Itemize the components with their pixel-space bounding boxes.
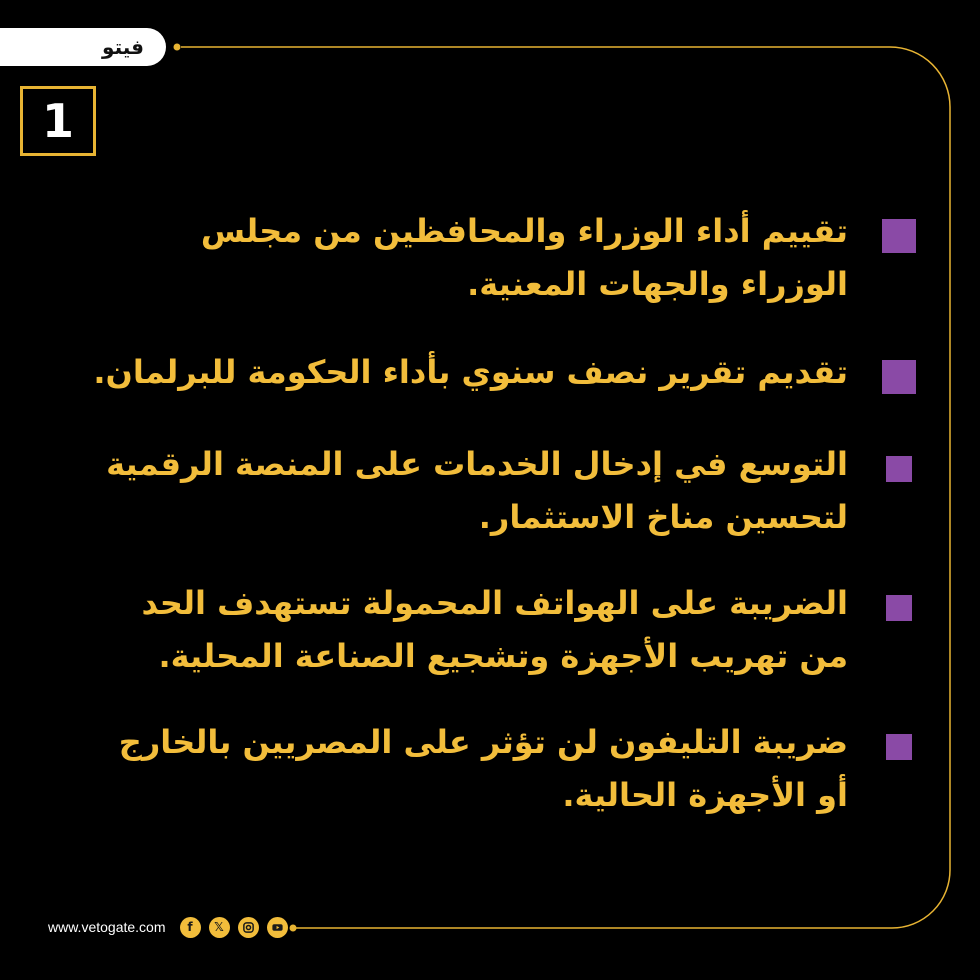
- bullet-square: [882, 219, 916, 253]
- youtube-icon[interactable]: [267, 917, 288, 938]
- instagram-glyph: [242, 921, 255, 934]
- footer: [48, 912, 288, 942]
- bullet-text: تقديم تقرير نصف سنوي بأداء الحكومة للبرلمان.: [93, 353, 848, 391]
- bullet-text: ضريبة التليفون لن تؤثر على المصريين بالخارج أو الأجهزة الحالية.: [118, 723, 848, 814]
- bullet-item: [80, 716, 916, 822]
- bullet-square: [882, 360, 916, 394]
- page-number: 1: [41, 94, 74, 148]
- website-link[interactable]: www.vetogate.com: [48, 919, 166, 935]
- page-number-box: [20, 86, 96, 156]
- bullet-text: الضريبة على الهواتف المحمولة تستهدف الحد من تهريب الأجهزة وتشجيع الصناعة المحلية.: [141, 584, 848, 675]
- logo-badge: [0, 28, 166, 66]
- bullet-item: [80, 577, 916, 683]
- bullet-item: [80, 346, 916, 399]
- youtube-glyph: [271, 921, 284, 934]
- frame-dot-top: [174, 44, 181, 51]
- bullet-item: [80, 205, 916, 311]
- facebook-icon[interactable]: f: [180, 917, 201, 938]
- bullet-text: تقييم أداء الوزراء والمحافظين من مجلس الوزراء والجهات المعنية.: [200, 212, 848, 303]
- x-icon[interactable]: 𝕏: [209, 917, 230, 938]
- bullet-text: التوسع في إدخال الخدمات على المنصة الرقمية لتحسين مناخ الاستثمار.: [106, 445, 848, 536]
- bullet-square: [886, 456, 912, 482]
- bullet-item: [80, 438, 916, 544]
- instagram-icon[interactable]: [238, 917, 259, 938]
- bullet-square: [886, 734, 912, 760]
- logo-text: فيتو: [102, 35, 144, 59]
- frame-dot-bottom: [290, 925, 297, 932]
- bullet-square: [886, 595, 912, 621]
